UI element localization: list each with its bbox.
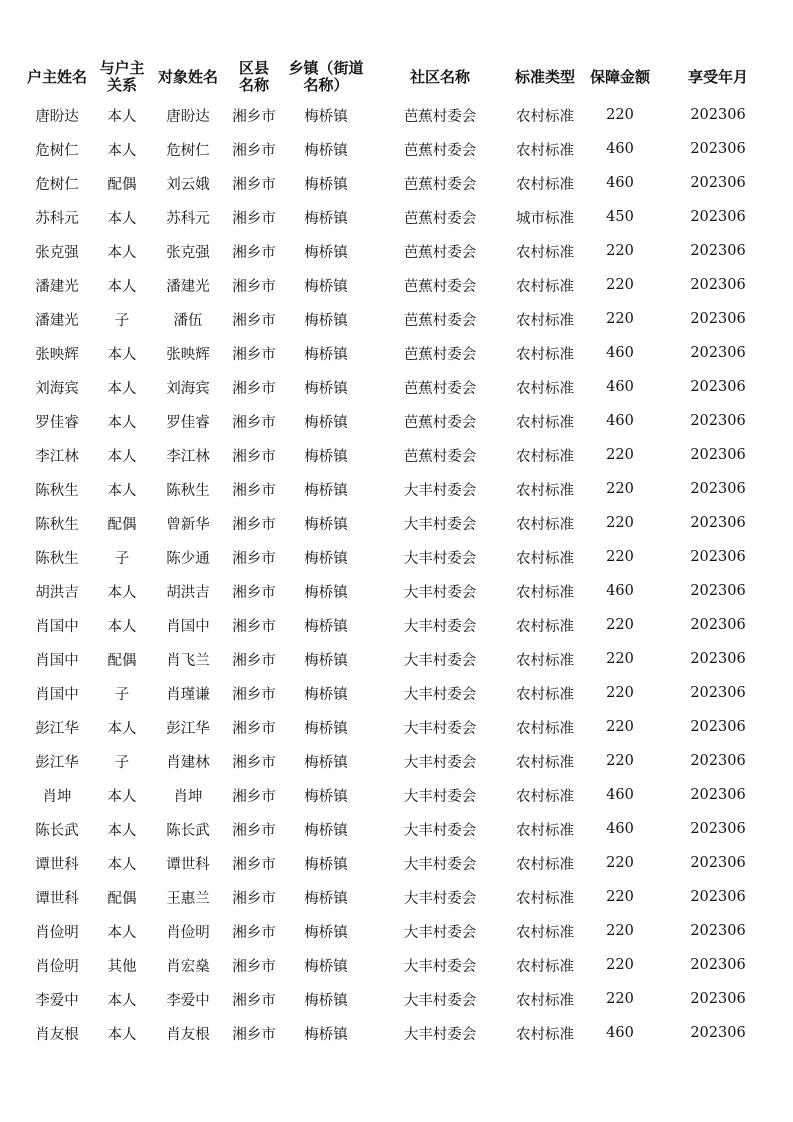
cell-subsidy-amount: 460: [606, 821, 634, 837]
cell-township-name: 梅桥镇: [304, 278, 348, 295]
cell-recipient-name: 李爱中: [166, 992, 210, 1009]
cell-township-name: 梅桥镇: [304, 346, 348, 363]
cell-benefit-month: 202306: [690, 345, 746, 361]
cell-relationship-to-head: 本人: [107, 448, 137, 465]
cell-household-head-name: 危树仁: [35, 142, 79, 159]
cell-community-name: 大丰村委会: [403, 788, 477, 805]
cell-community-name: 大丰村委会: [403, 516, 477, 533]
cell-subsidy-amount: 220: [606, 515, 634, 531]
cell-county-name: 湘乡市: [232, 210, 276, 227]
cell-recipient-name: 肖宏燊: [166, 958, 210, 975]
cell-relationship-to-head: 本人: [107, 346, 137, 363]
cell-standard-type: 农村标准: [516, 108, 574, 125]
cell-standard-type: 农村标准: [516, 346, 574, 363]
table-row: [18, 336, 778, 370]
table-row: [18, 132, 778, 166]
cell-standard-type: 农村标准: [516, 890, 574, 907]
cell-recipient-name: 肖国中: [166, 618, 210, 635]
cell-recipient-name: 曾新华: [166, 516, 210, 533]
cell-recipient-name: 唐盼达: [166, 108, 210, 125]
cell-subsidy-amount: 220: [606, 277, 634, 293]
cell-relationship-to-head: 子: [114, 550, 130, 567]
cell-relationship-to-head: 本人: [107, 380, 137, 397]
cell-subsidy-amount: 220: [606, 957, 634, 973]
cell-county-name: 湘乡市: [232, 686, 276, 703]
cell-standard-type: 农村标准: [516, 992, 574, 1009]
table-row: [18, 234, 778, 268]
cell-county-name: 湘乡市: [232, 652, 276, 669]
cell-benefit-month: 202306: [690, 821, 746, 837]
header-row: [18, 56, 778, 98]
cell-household-head-name: 肖友根: [35, 1026, 79, 1043]
cell-county-name: 湘乡市: [232, 244, 276, 261]
cell-relationship-to-head: 本人: [107, 584, 137, 601]
cell-household-head-name: 谭世科: [35, 856, 79, 873]
cell-recipient-name: 肖瑾谦: [166, 686, 210, 703]
cell-county-name: 湘乡市: [232, 1026, 276, 1043]
cell-county-name: 湘乡市: [232, 346, 276, 363]
table-row: [18, 880, 778, 914]
table-row: [18, 370, 778, 404]
cell-community-name: 芭蕉村委会: [403, 278, 477, 295]
cell-relationship-to-head: 本人: [107, 278, 137, 295]
column-header-community-name: 社区名称: [409, 67, 470, 86]
cell-benefit-month: 202306: [690, 209, 746, 225]
cell-county-name: 湘乡市: [232, 176, 276, 193]
cell-standard-type: 农村标准: [516, 278, 574, 295]
cell-county-name: 湘乡市: [232, 788, 276, 805]
cell-benefit-month: 202306: [690, 277, 746, 293]
cell-community-name: 芭蕉村委会: [403, 142, 477, 159]
cell-subsidy-amount: 460: [606, 345, 634, 361]
cell-household-head-name: 张映辉: [35, 346, 79, 363]
cell-relationship-to-head: 本人: [107, 1026, 137, 1043]
cell-standard-type: 农村标准: [516, 550, 574, 567]
cell-relationship-to-head: 配偶: [107, 890, 137, 907]
cell-community-name: 芭蕉村委会: [403, 346, 477, 363]
cell-household-head-name: 肖俭明: [35, 958, 79, 975]
cell-community-name: 大丰村委会: [403, 856, 477, 873]
cell-benefit-month: 202306: [690, 413, 746, 429]
cell-township-name: 梅桥镇: [304, 788, 348, 805]
column-header-county-name: 区县 名称: [238, 59, 269, 94]
cell-recipient-name: 肖俭明: [166, 924, 210, 941]
table-row: [18, 166, 778, 200]
cell-township-name: 梅桥镇: [304, 686, 348, 703]
cell-township-name: 梅桥镇: [304, 108, 348, 125]
cell-benefit-month: 202306: [690, 311, 746, 327]
cell-township-name: 梅桥镇: [304, 584, 348, 601]
cell-subsidy-amount: 220: [606, 753, 634, 769]
cell-township-name: 梅桥镇: [304, 856, 348, 873]
cell-township-name: 梅桥镇: [304, 312, 348, 329]
cell-community-name: 芭蕉村委会: [403, 244, 477, 261]
cell-recipient-name: 肖坤: [173, 788, 203, 805]
table-row: [18, 642, 778, 676]
cell-subsidy-amount: 220: [606, 651, 634, 667]
table-row: [18, 404, 778, 438]
cell-relationship-to-head: 本人: [107, 924, 137, 941]
cell-relationship-to-head: 本人: [107, 992, 137, 1009]
cell-benefit-month: 202306: [690, 617, 746, 633]
cell-community-name: 大丰村委会: [403, 686, 477, 703]
cell-recipient-name: 肖建林: [166, 754, 210, 771]
table-row: [18, 98, 778, 132]
cell-township-name: 梅桥镇: [304, 822, 348, 839]
cell-standard-type: 农村标准: [516, 822, 574, 839]
cell-household-head-name: 张克强: [35, 244, 79, 261]
cell-county-name: 湘乡市: [232, 856, 276, 873]
cell-household-head-name: 肖俭明: [35, 924, 79, 941]
cell-community-name: 大丰村委会: [403, 924, 477, 941]
cell-community-name: 大丰村委会: [403, 822, 477, 839]
cell-relationship-to-head: 子: [114, 312, 130, 329]
cell-community-name: 大丰村委会: [403, 482, 477, 499]
cell-county-name: 湘乡市: [232, 414, 276, 431]
cell-standard-type: 农村标准: [516, 448, 574, 465]
cell-household-head-name: 李爱中: [35, 992, 79, 1009]
cell-benefit-month: 202306: [690, 1025, 746, 1041]
cell-township-name: 梅桥镇: [304, 958, 348, 975]
cell-benefit-month: 202306: [690, 889, 746, 905]
column-header-benefit-month: 享受年月: [687, 67, 748, 86]
cell-township-name: 梅桥镇: [304, 754, 348, 771]
cell-township-name: 梅桥镇: [304, 448, 348, 465]
cell-household-head-name: 陈长武: [35, 822, 79, 839]
cell-township-name: 梅桥镇: [304, 244, 348, 261]
table-row: [18, 438, 778, 472]
cell-recipient-name: 彭江华: [166, 720, 210, 737]
cell-subsidy-amount: 460: [606, 141, 634, 157]
cell-recipient-name: 肖飞兰: [166, 652, 210, 669]
cell-community-name: 大丰村委会: [403, 618, 477, 635]
cell-recipient-name: 王惠兰: [166, 890, 210, 907]
cell-community-name: 芭蕉村委会: [403, 210, 477, 227]
cell-community-name: 芭蕉村委会: [403, 176, 477, 193]
cell-township-name: 梅桥镇: [304, 992, 348, 1009]
cell-benefit-month: 202306: [690, 685, 746, 701]
table-row: [18, 608, 778, 642]
cell-county-name: 湘乡市: [232, 108, 276, 125]
cell-benefit-month: 202306: [690, 787, 746, 803]
cell-county-name: 湘乡市: [232, 992, 276, 1009]
cell-township-name: 梅桥镇: [304, 618, 348, 635]
cell-benefit-month: 202306: [690, 957, 746, 973]
cell-county-name: 湘乡市: [232, 890, 276, 907]
cell-relationship-to-head: 本人: [107, 414, 137, 431]
cell-relationship-to-head: 本人: [107, 822, 137, 839]
table-row: [18, 982, 778, 1016]
cell-standard-type: 农村标准: [516, 142, 574, 159]
cell-standard-type: 农村标准: [516, 380, 574, 397]
cell-relationship-to-head: 子: [114, 686, 130, 703]
cell-township-name: 梅桥镇: [304, 652, 348, 669]
cell-community-name: 芭蕉村委会: [403, 448, 477, 465]
cell-community-name: 芭蕉村委会: [403, 108, 477, 125]
cell-community-name: 大丰村委会: [403, 992, 477, 1009]
cell-county-name: 湘乡市: [232, 448, 276, 465]
table-header: [18, 56, 778, 98]
cell-benefit-month: 202306: [690, 447, 746, 463]
cell-township-name: 梅桥镇: [304, 414, 348, 431]
cell-relationship-to-head: 子: [114, 754, 130, 771]
cell-relationship-to-head: 本人: [107, 788, 137, 805]
cell-standard-type: 农村标准: [516, 176, 574, 193]
cell-recipient-name: 刘海宾: [166, 380, 210, 397]
cell-benefit-month: 202306: [690, 753, 746, 769]
cell-county-name: 湘乡市: [232, 142, 276, 159]
cell-township-name: 梅桥镇: [304, 550, 348, 567]
cell-household-head-name: 彭江华: [35, 720, 79, 737]
cell-standard-type: 农村标准: [516, 516, 574, 533]
cell-county-name: 湘乡市: [232, 754, 276, 771]
cell-relationship-to-head: 配偶: [107, 652, 137, 669]
cell-township-name: 梅桥镇: [304, 1026, 348, 1043]
cell-benefit-month: 202306: [690, 141, 746, 157]
cell-community-name: 大丰村委会: [403, 550, 477, 567]
subsidy-recipient-table: [18, 56, 778, 1050]
cell-recipient-name: 陈秋生: [166, 482, 210, 499]
cell-community-name: 大丰村委会: [403, 890, 477, 907]
cell-relationship-to-head: 本人: [107, 482, 137, 499]
cell-subsidy-amount: 220: [606, 549, 634, 565]
cell-relationship-to-head: 其他: [107, 958, 137, 975]
cell-benefit-month: 202306: [690, 515, 746, 531]
cell-community-name: 大丰村委会: [403, 652, 477, 669]
table-row: [18, 778, 778, 812]
cell-relationship-to-head: 本人: [107, 856, 137, 873]
table-row: [18, 914, 778, 948]
cell-county-name: 湘乡市: [232, 380, 276, 397]
cell-benefit-month: 202306: [690, 175, 746, 191]
table-row: [18, 302, 778, 336]
cell-recipient-name: 苏科元: [166, 210, 210, 227]
cell-household-head-name: 肖坤: [42, 788, 72, 805]
cell-community-name: 芭蕉村委会: [403, 312, 477, 329]
cell-household-head-name: 刘海宾: [35, 380, 79, 397]
cell-subsidy-amount: 220: [606, 719, 634, 735]
cell-standard-type: 农村标准: [516, 482, 574, 499]
cell-subsidy-amount: 460: [606, 583, 634, 599]
cell-standard-type: 农村标准: [516, 414, 574, 431]
cell-benefit-month: 202306: [690, 923, 746, 939]
cell-township-name: 梅桥镇: [304, 516, 348, 533]
cell-household-head-name: 肖国中: [35, 686, 79, 703]
cell-subsidy-amount: 220: [606, 107, 634, 123]
table-body: [18, 98, 778, 1050]
cell-subsidy-amount: 220: [606, 617, 634, 633]
cell-standard-type: 农村标准: [516, 754, 574, 771]
cell-county-name: 湘乡市: [232, 516, 276, 533]
cell-standard-type: 农村标准: [516, 244, 574, 261]
cell-household-head-name: 肖国中: [35, 652, 79, 669]
cell-benefit-month: 202306: [690, 481, 746, 497]
cell-recipient-name: 张克强: [166, 244, 210, 261]
column-header-relationship-to-head: 与户主 关系: [99, 59, 145, 94]
table-row: [18, 1016, 778, 1050]
cell-subsidy-amount: 220: [606, 311, 634, 327]
cell-relationship-to-head: 配偶: [107, 176, 137, 193]
table-row: [18, 540, 778, 574]
cell-recipient-name: 陈长武: [166, 822, 210, 839]
cell-township-name: 梅桥镇: [304, 720, 348, 737]
cell-household-head-name: 潘建光: [35, 312, 79, 329]
cell-township-name: 梅桥镇: [304, 210, 348, 227]
cell-subsidy-amount: 220: [606, 991, 634, 1007]
cell-standard-type: 城市标准: [516, 210, 574, 227]
cell-standard-type: 农村标准: [516, 720, 574, 737]
cell-subsidy-amount: 220: [606, 923, 634, 939]
table-row: [18, 268, 778, 302]
table-row: [18, 676, 778, 710]
cell-county-name: 湘乡市: [232, 278, 276, 295]
cell-subsidy-amount: 450: [606, 209, 634, 225]
cell-recipient-name: 张映辉: [166, 346, 210, 363]
cell-household-head-name: 危树仁: [35, 176, 79, 193]
cell-recipient-name: 陈少通: [166, 550, 210, 567]
cell-benefit-month: 202306: [690, 379, 746, 395]
column-header-subsidy-amount: 保障金额: [589, 67, 650, 86]
cell-recipient-name: 李江林: [166, 448, 210, 465]
cell-relationship-to-head: 本人: [107, 720, 137, 737]
cell-county-name: 湘乡市: [232, 618, 276, 635]
cell-county-name: 湘乡市: [232, 958, 276, 975]
cell-subsidy-amount: 220: [606, 447, 634, 463]
cell-benefit-month: 202306: [690, 549, 746, 565]
cell-benefit-month: 202306: [690, 583, 746, 599]
table-row: [18, 472, 778, 506]
cell-county-name: 湘乡市: [232, 924, 276, 941]
cell-community-name: 大丰村委会: [403, 1026, 477, 1043]
cell-county-name: 湘乡市: [232, 720, 276, 737]
cell-community-name: 大丰村委会: [403, 958, 477, 975]
cell-recipient-name: 谭世科: [166, 856, 210, 873]
cell-recipient-name: 肖友根: [166, 1026, 210, 1043]
cell-standard-type: 农村标准: [516, 856, 574, 873]
cell-household-head-name: 陈秋生: [35, 550, 79, 567]
column-header-household-head-name: 户主姓名: [26, 67, 87, 86]
cell-subsidy-amount: 460: [606, 175, 634, 191]
cell-standard-type: 农村标准: [516, 958, 574, 975]
cell-subsidy-amount: 460: [606, 1025, 634, 1041]
cell-household-head-name: 罗佳睿: [35, 414, 79, 431]
cell-household-head-name: 彭江华: [35, 754, 79, 771]
cell-standard-type: 农村标准: [516, 788, 574, 805]
cell-benefit-month: 202306: [690, 719, 746, 735]
table-row: [18, 506, 778, 540]
table-row: [18, 812, 778, 846]
cell-household-head-name: 唐盼达: [35, 108, 79, 125]
cell-township-name: 梅桥镇: [304, 924, 348, 941]
cell-subsidy-amount: 220: [606, 685, 634, 701]
cell-standard-type: 农村标准: [516, 584, 574, 601]
cell-standard-type: 农村标准: [516, 312, 574, 329]
cell-household-head-name: 谭世科: [35, 890, 79, 907]
cell-township-name: 梅桥镇: [304, 380, 348, 397]
cell-household-head-name: 陈秋生: [35, 482, 79, 499]
cell-township-name: 梅桥镇: [304, 176, 348, 193]
cell-relationship-to-head: 本人: [107, 142, 137, 159]
cell-standard-type: 农村标准: [516, 618, 574, 635]
column-header-township-name: 乡镇（街道 名称）: [288, 59, 364, 94]
cell-relationship-to-head: 本人: [107, 108, 137, 125]
cell-standard-type: 农村标准: [516, 686, 574, 703]
table-row: [18, 200, 778, 234]
cell-county-name: 湘乡市: [232, 550, 276, 567]
column-header-recipient-name: 对象姓名: [157, 67, 218, 86]
cell-benefit-month: 202306: [690, 991, 746, 1007]
cell-subsidy-amount: 460: [606, 379, 634, 395]
cell-benefit-month: 202306: [690, 243, 746, 259]
table-row: [18, 846, 778, 880]
cell-county-name: 湘乡市: [232, 584, 276, 601]
cell-recipient-name: 罗佳睿: [166, 414, 210, 431]
cell-recipient-name: 胡洪吉: [166, 584, 210, 601]
cell-relationship-to-head: 本人: [107, 210, 137, 227]
cell-standard-type: 农村标准: [516, 1026, 574, 1043]
cell-community-name: 芭蕉村委会: [403, 380, 477, 397]
cell-subsidy-amount: 460: [606, 787, 634, 803]
cell-subsidy-amount: 220: [606, 855, 634, 871]
cell-household-head-name: 李江林: [35, 448, 79, 465]
table-row: [18, 948, 778, 982]
cell-household-head-name: 潘建光: [35, 278, 79, 295]
cell-household-head-name: 胡洪吉: [35, 584, 79, 601]
cell-benefit-month: 202306: [690, 855, 746, 871]
cell-township-name: 梅桥镇: [304, 142, 348, 159]
cell-recipient-name: 潘伍: [173, 312, 203, 329]
cell-community-name: 大丰村委会: [403, 584, 477, 601]
cell-recipient-name: 潘建光: [166, 278, 210, 295]
cell-relationship-to-head: 本人: [107, 618, 137, 635]
table-row: [18, 710, 778, 744]
cell-relationship-to-head: 本人: [107, 244, 137, 261]
cell-household-head-name: 肖国中: [35, 618, 79, 635]
cell-relationship-to-head: 配偶: [107, 516, 137, 533]
cell-subsidy-amount: 220: [606, 889, 634, 905]
cell-community-name: 芭蕉村委会: [403, 414, 477, 431]
cell-recipient-name: 刘云娥: [166, 176, 210, 193]
table-row: [18, 574, 778, 608]
cell-subsidy-amount: 220: [606, 243, 634, 259]
cell-township-name: 梅桥镇: [304, 482, 348, 499]
cell-household-head-name: 苏科元: [35, 210, 79, 227]
cell-county-name: 湘乡市: [232, 312, 276, 329]
cell-benefit-month: 202306: [690, 651, 746, 667]
cell-community-name: 大丰村委会: [403, 720, 477, 737]
cell-community-name: 大丰村委会: [403, 754, 477, 771]
cell-subsidy-amount: 460: [606, 413, 634, 429]
cell-standard-type: 农村标准: [516, 652, 574, 669]
cell-recipient-name: 危树仁: [166, 142, 210, 159]
table-row: [18, 744, 778, 778]
cell-subsidy-amount: 220: [606, 481, 634, 497]
cell-township-name: 梅桥镇: [304, 890, 348, 907]
cell-county-name: 湘乡市: [232, 822, 276, 839]
column-header-standard-type: 标准类型: [514, 67, 575, 86]
cell-standard-type: 农村标准: [516, 924, 574, 941]
cell-county-name: 湘乡市: [232, 482, 276, 499]
cell-household-head-name: 陈秋生: [35, 516, 79, 533]
cell-benefit-month: 202306: [690, 107, 746, 123]
